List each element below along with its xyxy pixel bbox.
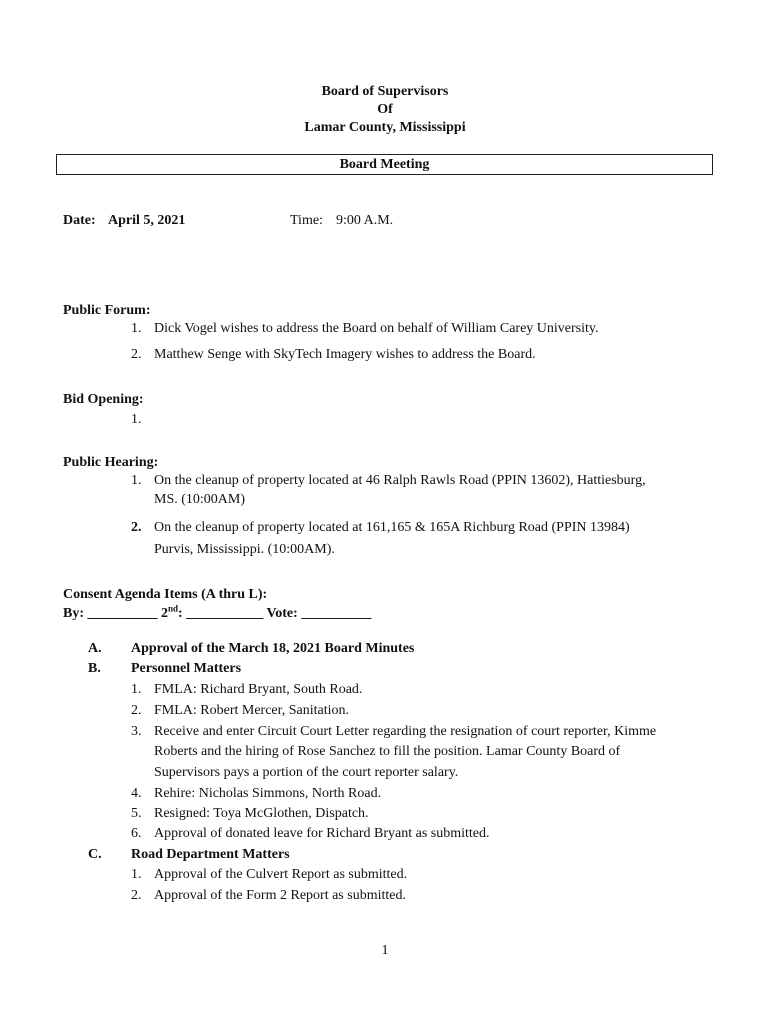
forum-item-1-num: 1.: [131, 321, 142, 336]
section-b-title: Personnel Matters: [131, 661, 242, 676]
b-item-3-line1: Receive and enter Circuit Court Letter regarding the resignation of court reporter, Kimme: [154, 724, 657, 739]
b-item-4-num: 4.: [131, 786, 142, 801]
hearing-item-2-line1: On the cleanup of property located at 161,165 & 165A Richburg Road (PPIN 13984): [154, 520, 630, 535]
c-item-1-text: Approval of the Culvert Report as submitted.: [154, 867, 408, 882]
vote-blank: __________: [301, 606, 372, 621]
b-item-1-num: 1.: [131, 682, 142, 697]
title-line-1: Board of Supervisors: [321, 84, 449, 99]
b-item-4-text: Rehire: Nicholas Simmons, North Road.: [154, 786, 382, 801]
by-blank: __________: [87, 606, 158, 621]
forum-item-2-num: 2.: [131, 347, 142, 362]
b-item-3-num: 3.: [131, 724, 142, 739]
b-item-6-text: Approval of donated leave for Richard Bryant as submitted.: [154, 826, 490, 841]
meeting-box: [56, 154, 713, 175]
title-line-3: Lamar County, Mississippi: [304, 120, 466, 135]
c-item-1-num: 1.: [131, 867, 142, 882]
b-item-2-num: 2.: [131, 703, 142, 718]
time-label: Time:: [290, 213, 323, 228]
c-item-2-text: Approval of the Form 2 Report as submitted.: [154, 888, 406, 903]
second-label: 2: [161, 606, 168, 621]
hearing-item-1-line2: MS. (10:00AM): [154, 492, 246, 507]
public-forum-heading: Public Forum:: [63, 303, 151, 318]
section-a-title: Approval of the March 18, 2021 Board Minutes: [131, 641, 415, 656]
title-line-2: Of: [377, 102, 393, 117]
consent-vote-line: [63, 603, 372, 622]
public-hearing-heading: Public Hearing:: [63, 455, 159, 470]
vote-label: Vote:: [266, 606, 298, 621]
hearing-item-2-num: 2.: [131, 520, 142, 535]
hearing-item-1-num: 1.: [131, 473, 142, 488]
section-b-letter: B.: [88, 661, 101, 676]
b-item-3-line3: Supervisors pays a portion of the court reporter salary.: [154, 765, 459, 780]
section-c-title: Road Department Matters: [131, 847, 290, 862]
second-sup: nd: [168, 603, 179, 614]
hearing-item-1-line1: On the cleanup of property located at 46 Ralph Rawls Road (PPIN 13602), Hattiesburg,: [154, 473, 646, 488]
b-item-2-text: FMLA: Robert Mercer, Sanitation.: [154, 703, 350, 718]
bid-opening-heading: Bid Opening:: [63, 392, 144, 407]
hearing-item-2-line2: Purvis, Mississippi. (10:00AM).: [154, 542, 335, 557]
date-value: April 5, 2021: [108, 213, 186, 228]
b-item-6-num: 6.: [131, 826, 142, 841]
date-label: Date:: [63, 213, 96, 228]
b-item-5-text: Resigned: Toya McGlothen, Dispatch.: [154, 806, 369, 821]
forum-item-1-text: Dick Vogel wishes to address the Board on behalf of William Carey University.: [154, 321, 599, 336]
second-colon: :: [178, 606, 183, 621]
page-number: 1: [381, 943, 389, 958]
consent-heading: Consent Agenda Items (A thru L):: [63, 587, 268, 602]
b-item-1-text: FMLA: Richard Bryant, South Road.: [154, 682, 363, 697]
b-item-5-num: 5.: [131, 806, 142, 821]
by-label: By:: [63, 606, 84, 621]
forum-item-2-text: Matthew Senge with SkyTech Imagery wishes to address the Board.: [154, 347, 536, 362]
section-a-letter: A.: [88, 641, 102, 656]
bid-item-1-num: 1.: [131, 412, 142, 427]
c-item-2-num: 2.: [131, 888, 142, 903]
time-value: 9:00 A.M.: [336, 213, 394, 228]
b-item-3-line2: Roberts and the hiring of Rose Sanchez to fill the position. Lamar County Board of: [154, 744, 621, 759]
section-c-letter: C.: [88, 847, 102, 862]
second-blank: ___________: [186, 606, 264, 621]
meeting-box-label: Board Meeting: [339, 157, 430, 172]
